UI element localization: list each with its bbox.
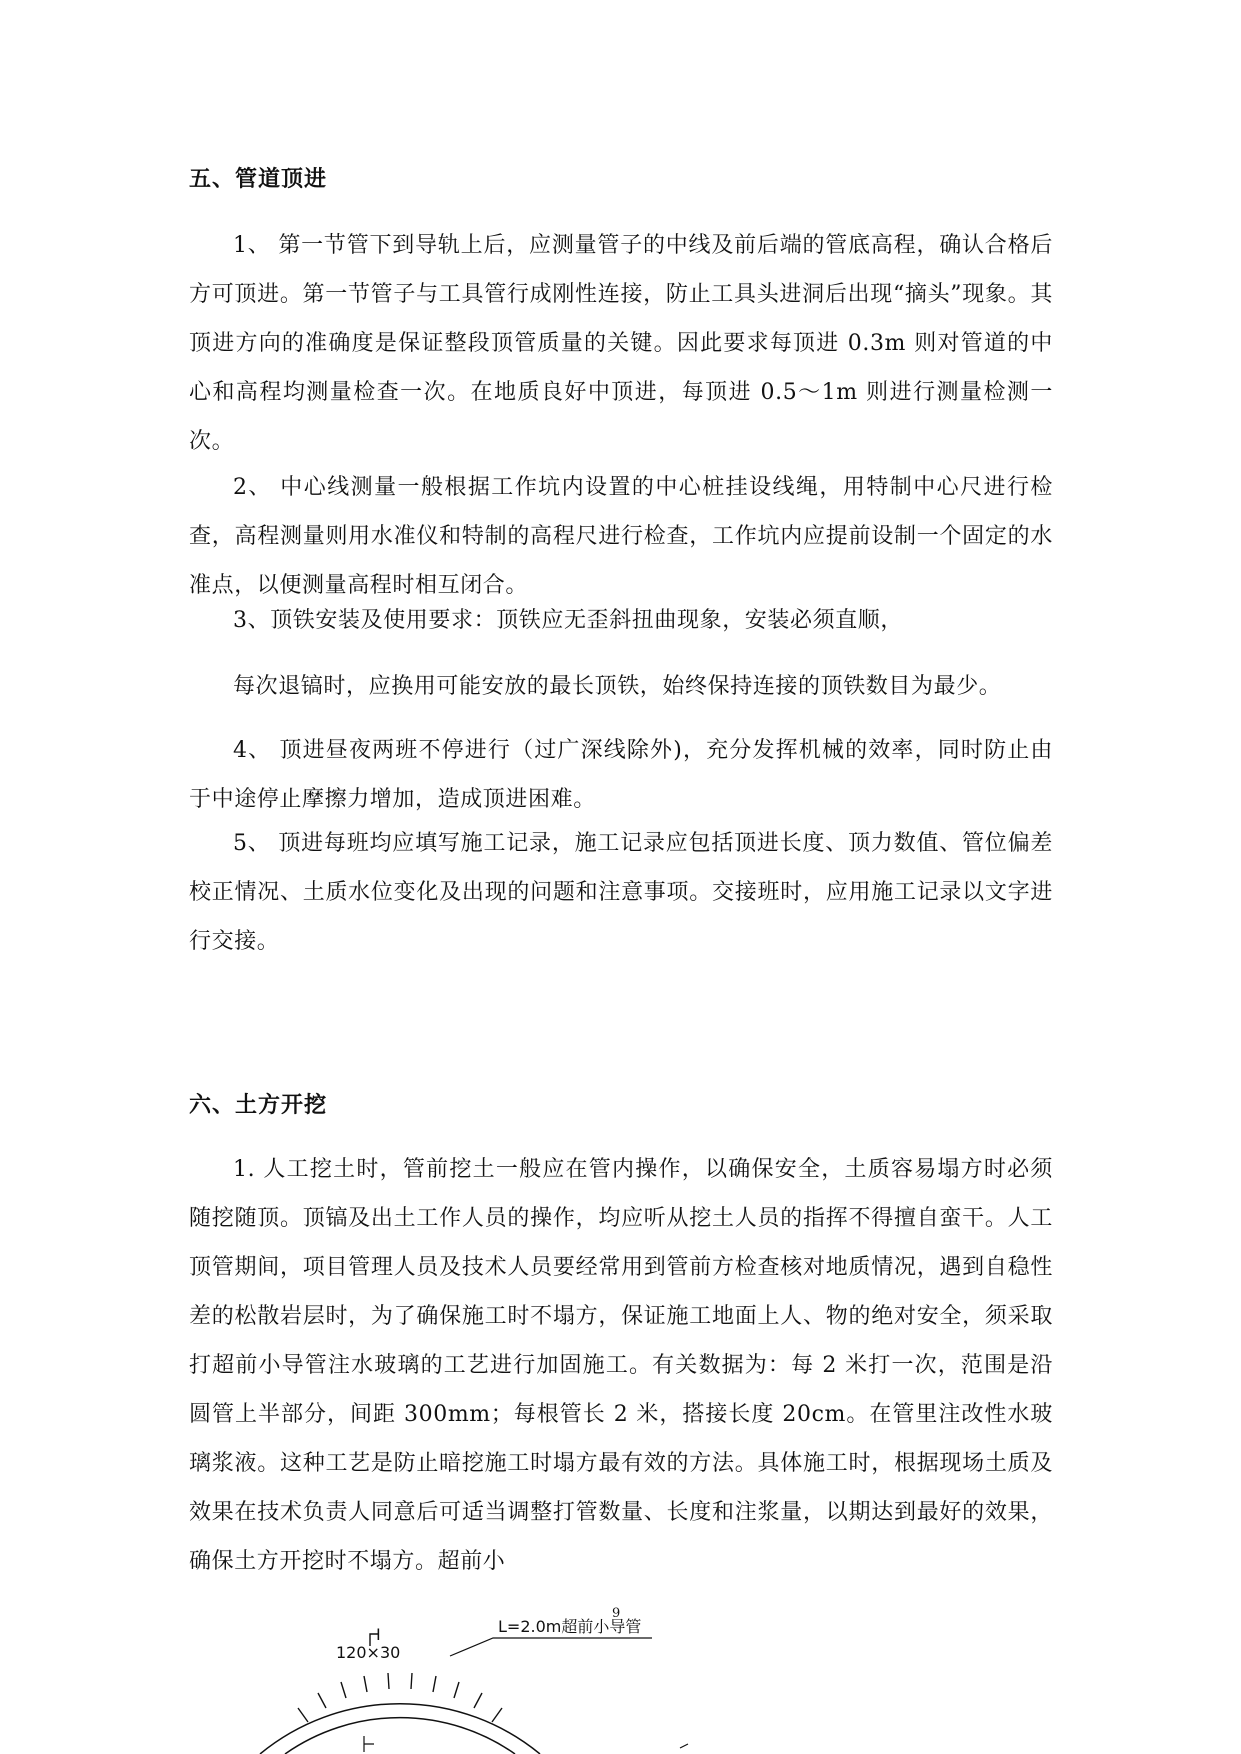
inner-arc bbox=[285, 1718, 515, 1754]
pipe-label-leader bbox=[450, 1638, 652, 1656]
page-number: 9 bbox=[612, 1606, 621, 1621]
paragraph-5-3b: 每次退镐时，应换用可能安放的最长顶铁，始终保持连接的顶铁数目为最少。 bbox=[233, 674, 1002, 699]
paragraph-5-4: 4、 顶进昼夜两班不停进行（过广深线除外)，充分发挥机械的效率，同时防止由于中途停止摩擦力增加，造成顶进困难。 bbox=[189, 738, 1053, 812]
right-tick bbox=[680, 1744, 688, 1748]
section-mark-label: I bbox=[376, 1625, 381, 1644]
dimension-label: 120×30 bbox=[336, 1643, 401, 1662]
paragraph-6-1: 1. 人工挖土时，管前挖土一般应在管内操作，以确保安全，土质容易塌方时必须随挖随顶。顶镐及出土工作人员的操作，均应听从挖土人员的指挥不得擅自蛮干。人工顶管期间，项目管理人员及技术人员要经常用到管前方检查核对地质情况，遇到自稳性差的松散岩层时，为了确保施工时不塌方，保证施工地面上人、物的绝对安全，须采取打超前小导管注水玻璃的工艺进行加固施工。有关数据为：每 2 米打一次，范围是沿圆管上半部分，间距 300mm；每根管长 2 米，搭接长度 20cm。在管里注改性水玻璃浆液。这种工艺是防止暗挖施工时塌方最有效的方法。具体施工时，根据现场土质及效果在技术负责人同意后可适当调整打管数量、长度和注浆量，以期达到最好的效果，确保土方开挖时不塌方。超前小 bbox=[189, 1157, 1053, 1574]
section-heading-earthwork: 六、土方开挖 bbox=[189, 1093, 328, 1118]
outer-arc bbox=[260, 1704, 540, 1754]
paragraph-5-5: 5、 顶进每班均应填写施工记录，施工记录应包括顶进长度、顶力数值、管位偏差校正情况、土质水位变化及出现的问题和注意事项。交接班时，应用施工记录以文字进行交接。 bbox=[189, 831, 1053, 954]
paragraph-5-3a: 3、顶铁安装及使用要求：顶铁应无歪斜扭曲现象，安装必须直顺， bbox=[233, 608, 903, 633]
advance-pipe-label: L=2.0m超前小导管 bbox=[498, 1618, 642, 1636]
advance-pipe-diagram bbox=[240, 1618, 760, 1754]
center-mark bbox=[364, 1736, 374, 1752]
advance-pipe-marks bbox=[298, 1673, 502, 1722]
paragraph-5-1: 1、 第一节管下到导轨上后，应测量管子的中线及前后端的管底高程，确认合格后方可顶进。第一节管子与工具管行成刚性连接，防止工具头进洞后出现“摘头”现象。其顶进方向的准确度是保证整段顶管质量的关键。因此要求每顶进 0.3m 则对管道的中心和高程均测量检查一次。在地质良好中顶进，每顶进 0.5～1m 则进行测量检测一次。 bbox=[189, 233, 1053, 454]
section-heading-pipe-jacking: 五、管道顶进 bbox=[189, 167, 328, 192]
paragraph-5-2: 2、 中心线测量一般根据工作坑内设置的中心桩挂设线绳，用特制中心尺进行检查，高程测量则用水准仪和特制的高程尺进行检查，工作坑内应提前设制一个固定的水准点，以便测量高程时相互闭合。 bbox=[189, 475, 1053, 598]
